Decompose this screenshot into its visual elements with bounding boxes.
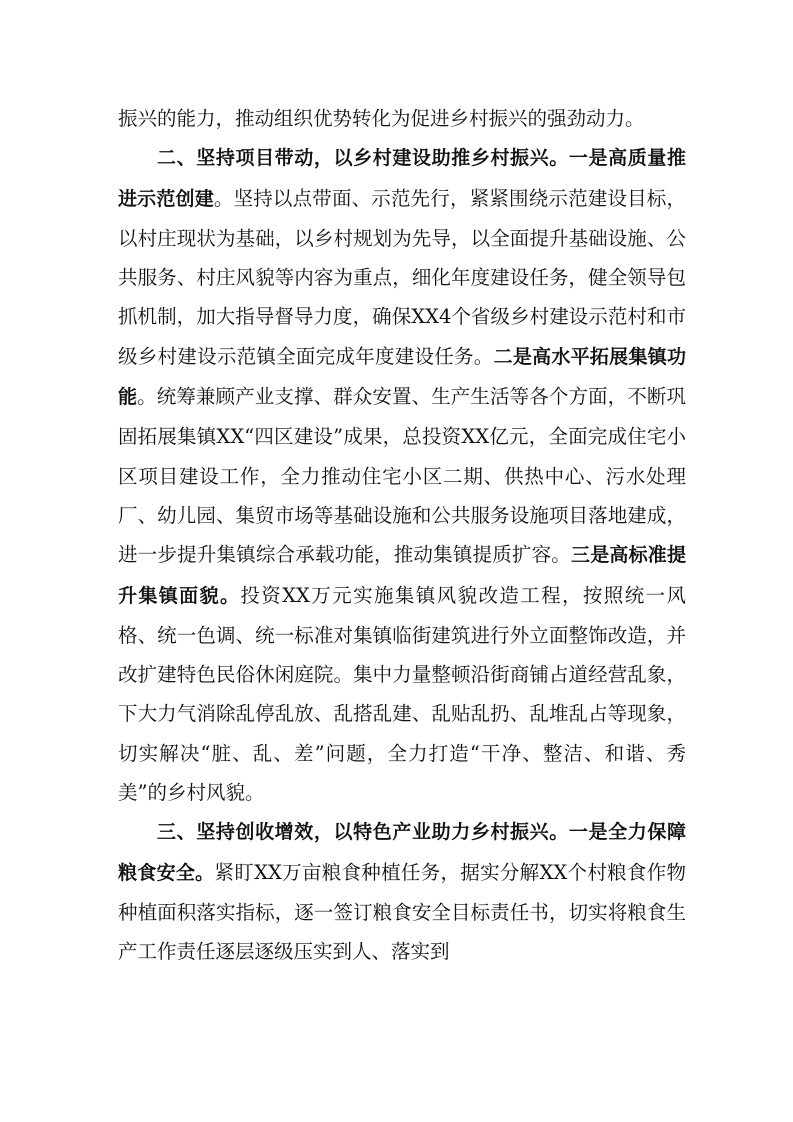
paragraph-section-three bbox=[118, 812, 686, 971]
plain-text: 投资XX万元实施集镇风貌改造工程，按照统一风格、统一色调、统一标准对集镇临街建筑进行外立面整饰改造，并改扩建特色民俗休闲庭院。集中力量整顿沿街商铺占道经营乱象，下大力气消除乱停乱放、乱搭乱建、乱贴乱扔、乱堆乱占等现象，切实解决“脏、乱、差”问题，全力打造“干净、整洁、和谐、秀美”的乡村风貌。 bbox=[118, 583, 686, 805]
paragraph-section-two bbox=[118, 138, 686, 812]
subpoint-heading: 三是高标准提升集镇面貌。 bbox=[118, 544, 686, 607]
paragraph-continuation bbox=[118, 99, 686, 138]
section-heading: 三、坚持创收增效，以特色产业助力乡村振兴。 bbox=[157, 821, 569, 844]
plain-text: 。统筹兼顾产业支撑、群众安置、生产生活等各个方面，不断巩固拓展集镇XX“四区建设”成果，总投资XX亿元，全面完成住宅小区项目建设工作，全力推动住宅小区二期、供热中心、污水处理厂、幼儿园、集贸市场等基础设施和公共服务设施项目落地建成，进一步提升集镇综合承载功能，推动集镇提质扩容。 bbox=[118, 385, 686, 567]
plain-text: 。坚持以点带面、示范先行，紧紧围绕示范建设目标，以村庄现状为基础，以乡村规划为先导，以全面提升基础设施、公共服务、村庄风貌等内容为重点，细化年度建设任务，健全领导包抓机制，加大指导督导力度，确保XX4个省级乡村建设示范村和市级乡村建设示范镇全面完成年度建设任务。 bbox=[118, 186, 686, 368]
subpoint-heading: 二是高水平拓展集镇功能 bbox=[118, 345, 686, 409]
section-heading: 二、坚持项目带动，以乡村建设助推乡村振兴。 bbox=[157, 147, 569, 170]
document-body bbox=[118, 99, 686, 972]
plain-text: 振兴的能力，推动组织优势转化为促进乡村振兴的强劲动力。 bbox=[118, 107, 645, 130]
subpoint-heading: 一是高质量推进示范创建 bbox=[118, 147, 686, 210]
plain-text: 紧盯XX万亩粮食种植任务，据实分解XX个村粮食作物种植面积落实指标，逐一签订粮食安全目标责任书，切实将粮食生产工作责任逐层逐级压实到人、落实到 bbox=[118, 860, 686, 964]
subpoint-heading: 一是全力保障粮食安全。 bbox=[118, 821, 686, 884]
